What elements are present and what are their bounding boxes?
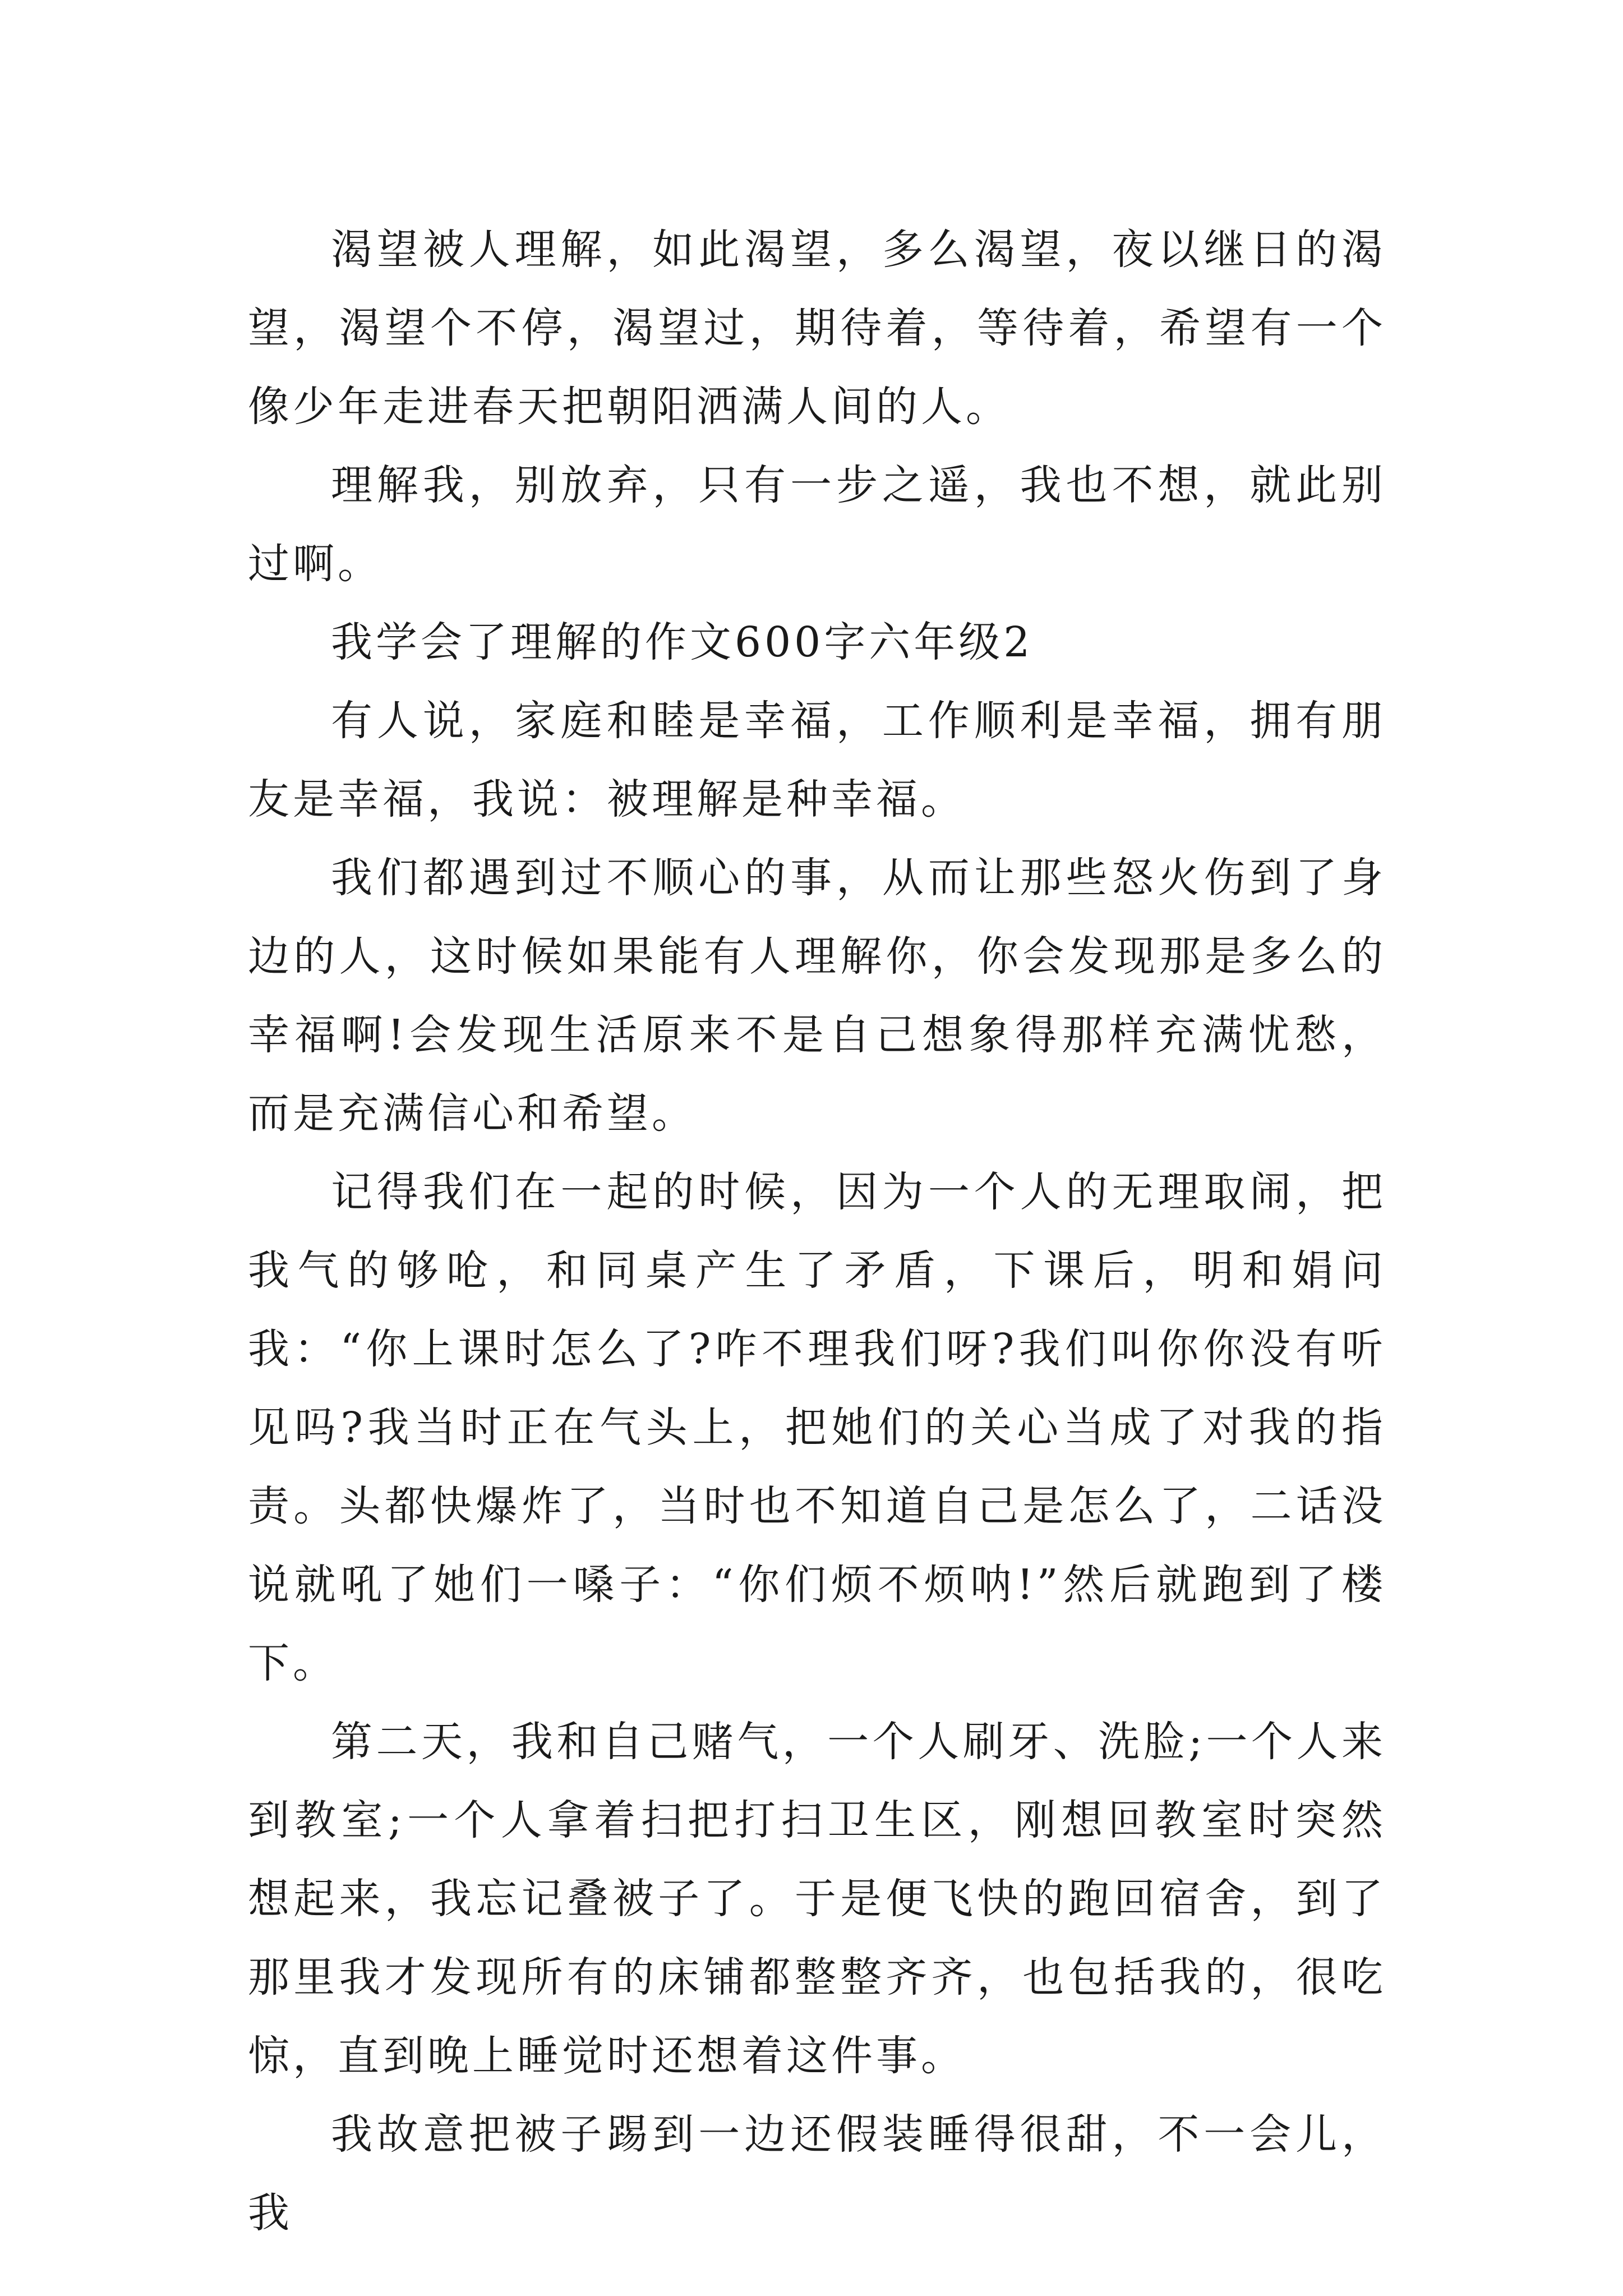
- paragraph-happiness: 有人说，家庭和睦是幸福，工作顺利是幸福，拥有朋友是幸福，我说：被理解是种幸福。: [248, 697, 1386, 823]
- paragraph-understand-me: 理解我，别放弃，只有一步之遥，我也不想，就此别过啊。: [248, 461, 1386, 588]
- paragraph-unhappy-things: 我们都遇到过不顺心的事，从而让那些怒火伤到了身边的人，这时候如果能有人理解你，你会发现那是多么的幸福啊!会发现生活原来不是自己想象得那样充满忧愁，而是充满信心和希望。: [248, 854, 1386, 1138]
- paragraph-longing: 渴望被人理解，如此渴望，多么渴望，夜以继日的渴望，渴望个不停，渴望过，期待着，等待着，希望有一个像少年走进春天把朝阳洒满人间的人。: [248, 226, 1386, 431]
- document-body: [248, 210, 1386, 2252]
- paragraph-remember: 记得我们在一起的时候，因为一个人的无理取闹，把我气的够呛，和同桌产生了矛盾，下课后，明和娟问我：“你上课时怎么了?咋不理我们呀?我们叫你你没有听见吗?我当时正在气头上，把她们的关心当成了对我的指责。头都快爆炸了，当时也不知道自己是怎么了，二话没说就吼了她们一嗓子：“你们烦不烦呐!”然后就跑到了楼下。: [248, 1168, 1386, 1687]
- paragraph-second-day: 第二天，我和自己赌气，一个人刷牙、洗脸;一个人来到教室;一个人拿着扫把打扫卫生区，刚想回教室时突然想起来，我忘记叠被子了。于是便飞快的跑回宿舍，到了那里我才发现所有的床铺都整整齐齐，也包括我的，很吃惊，直到晚上睡觉时还想着这件事。: [248, 1718, 1386, 2080]
- paragraph-kick-quilt: 我故意把被子踢到一边还假装睡得很甜，不一会儿，我: [248, 2110, 1386, 2237]
- essay-title: 我学会了理解的作文600字六年级2: [331, 618, 1034, 666]
